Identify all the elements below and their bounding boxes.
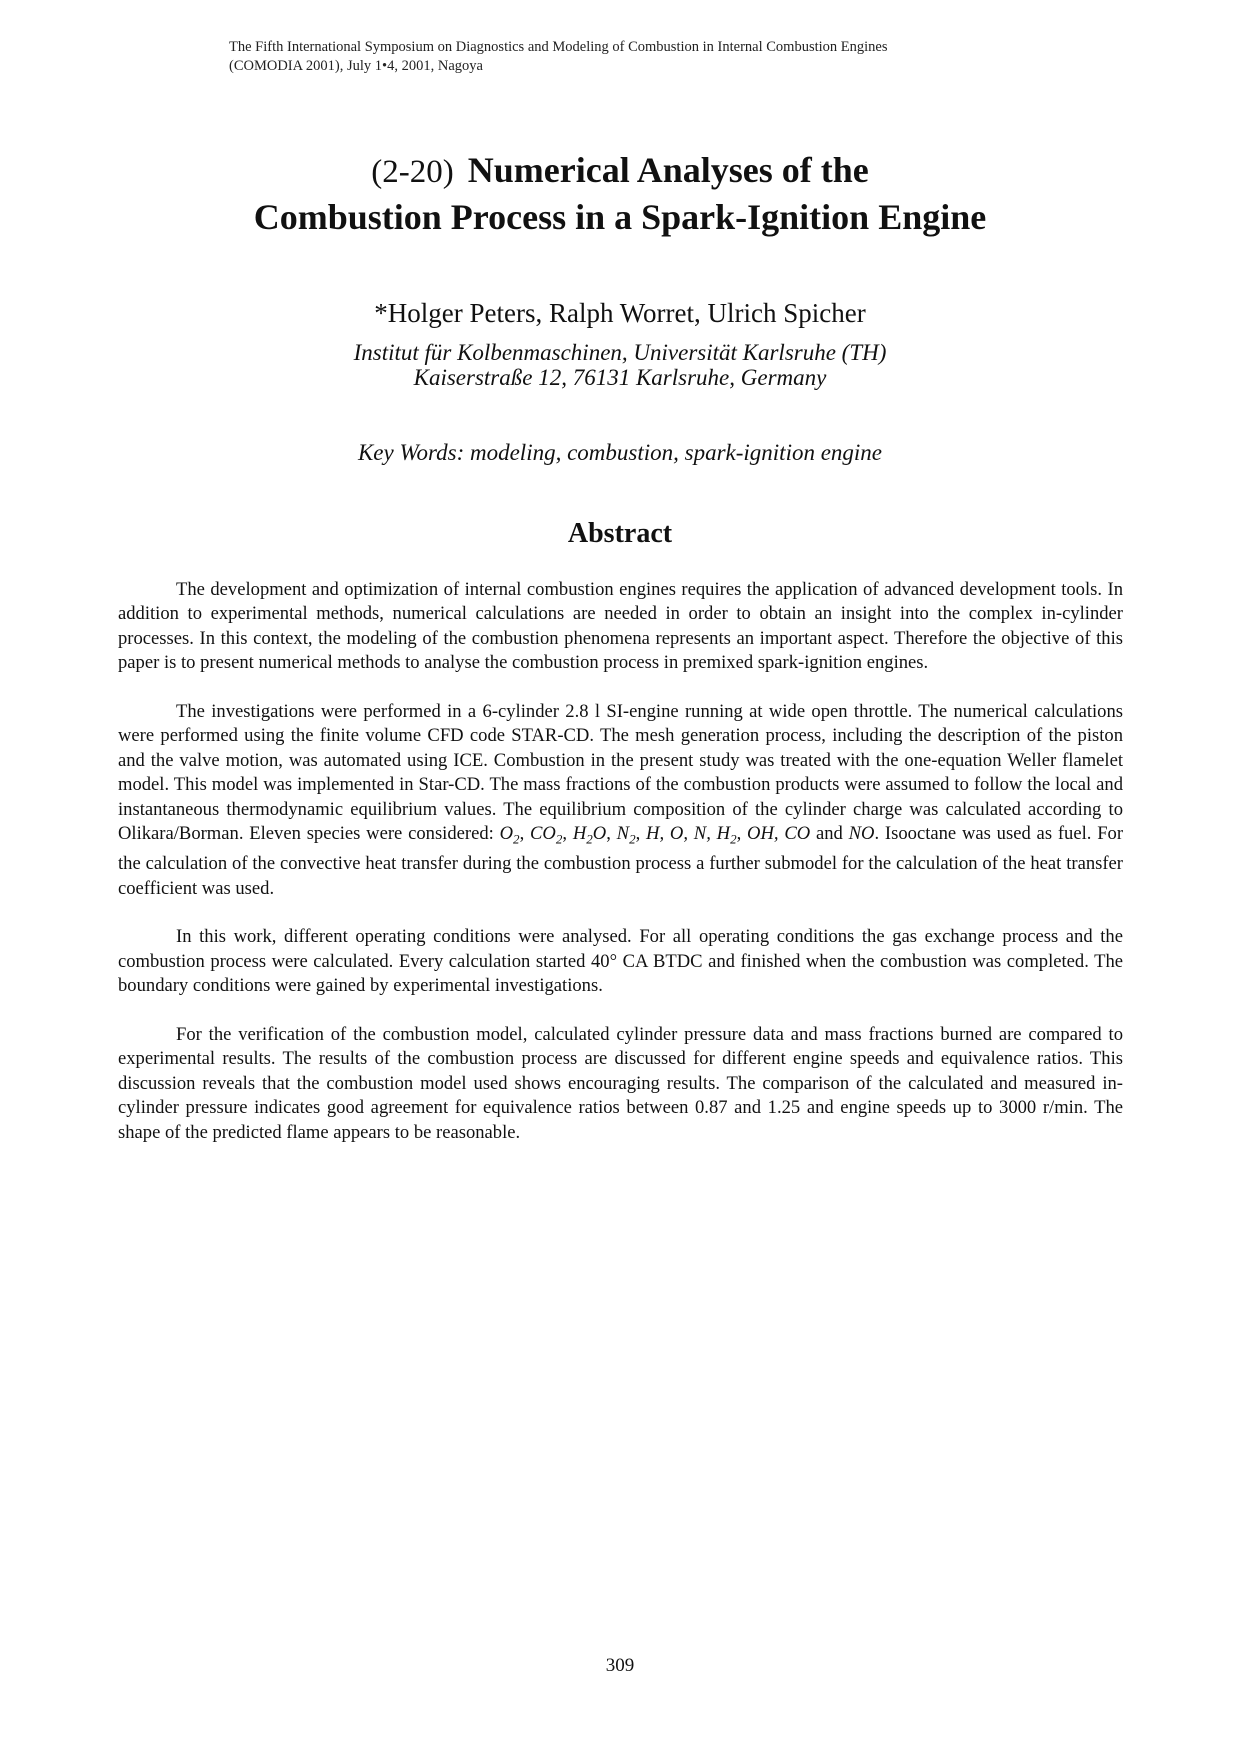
- header-line-1: The Fifth International Symposium on Diagnostics and Modeling of Combustion in Internal Combustion Engines: [229, 39, 888, 55]
- affiliation-line-1: Institut für Kolbenmaschinen, Universität Karlsruhe (TH): [353, 340, 887, 365]
- affiliation: [0, 340, 1240, 390]
- title-line-2: Combustion Process in a Spark-Ignition Engine: [253, 197, 987, 237]
- title-line-1: Numerical Analyses of the: [467, 150, 869, 190]
- abstract-paragraph-3: In this work, different operating conditions were analysed. For all operating conditions the gas exchange process and the combustion process were calculated. Every calculation started 40° CA BTDC and finished when the combustion was completed. The boundary conditions were gained by experimental investigations.: [118, 926, 1123, 997]
- paper-title: [0, 148, 1240, 240]
- abstract-paragraph-4: For the verification of the combustion model, calculated cylinder pressure data and mass fractions burned are compared to experimental results. The results of the combustion process are discussed for different engine speeds and equivalence ratios. This discussion reveals that the combustion model used shows encouraging results. The comparison of the calculated and measured in-cylinder pressure indicates good agreement for equivalence ratios between 0.87 and 1.25 and engine speeds up to 3000 r/min. The shape of the predicted flame appears to be reasonable.: [118, 1023, 1123, 1143]
- abstract-paragraph-2: The investigations were performed in a 6-cylinder 2.8 l SI-engine running at wide open throttle. The numerical calculations were performed using the finite volume CFD code STAR-CD. The mesh generation process, including the description of the piston and the valve motion, was automated using ICE. Combustion in the present study was treated with the one-equation Weller flamelet model. This model was implemented in Star-CD. The mass fractions of the combustion products were assumed to follow the local and instantaneous thermodynamic equilibrium values. The equilibrium composition of the cylinder charge was calculated according to Olikara/Borman. Eleven species were considered: $O_2$, $CO_2$, $H_2O$, $N_2$, H, O, N, $H_2$, OH, CO and NO. Isooctane was used as fuel. For the calculation of the convective heat transfer during the combustion process a further submodel for the calculation of the heat transfer coefficient was used.: [118, 701, 1124, 899]
- page-number: 309: [605, 1655, 635, 1676]
- running-header: [229, 38, 1049, 76]
- paper-code: (2-20): [371, 154, 454, 190]
- abstract-paragraph-1: The development and optimization of internal combustion engines requires the application of advanced development tools. In addition to experimental methods, numerical calculations are needed in order to obtain an insight into the complex in-cylinder processes. In this context, the modeling of the combustion phenomena represents an important aspect. Therefore the objective of this paper is to present numerical methods to analyse the combustion process in premixed spark-ignition engines.: [118, 579, 1123, 674]
- keywords: Key Words: modeling, combustion, spark-ignition engine: [357, 440, 883, 465]
- affiliation-line-2: Kaiserstraße 12, 76131 Karlsruhe, Germany: [413, 365, 827, 390]
- abstract-body: [118, 578, 1123, 1169]
- abstract-heading: Abstract: [567, 518, 673, 549]
- header-line-2: (COMODIA 2001), July 1•4, 2001, Nagoya: [229, 58, 483, 74]
- authors: *Holger Peters, Ralph Worret, Ulrich Spicher: [374, 298, 866, 328]
